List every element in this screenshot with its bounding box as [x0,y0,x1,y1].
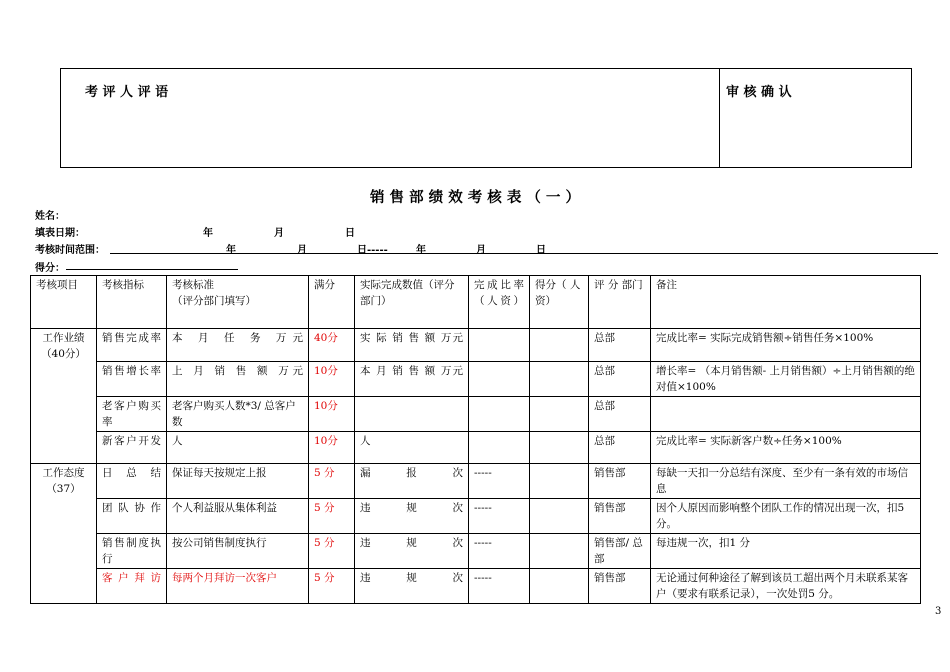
fill-date-label: 填表日期： [35,228,85,239]
dept-cell: 销售部 [589,569,651,604]
standard-cell: 上 月 销 售 额 万元 [167,362,309,397]
score-cell[interactable] [530,534,589,569]
standard-cell: 按公司销售制度执行 [167,534,309,569]
range-start-year: 年 [226,245,236,256]
indicator-cell: 客户拜访 [97,569,167,604]
actual-value-cell[interactable]: 漏 报 次 [355,464,469,499]
table-row [31,569,921,604]
score-cell[interactable] [530,569,589,604]
indicator-cell: 日总结 [97,464,167,499]
header-rate: 完成比率（人资） [469,276,530,329]
note-cell [651,397,921,432]
completion-rate-cell[interactable]: ----- [469,534,530,569]
range-end-day: 日 [536,245,546,256]
standard-cell: 本 月 任 务 万元 [167,329,309,362]
note-cell: 无论通过何种途径了解到该员工超出两个月未联系某客户（要求有联系记录），一次处罚5 分。 [651,569,921,604]
note-cell: 每缺一天扣一分总结有深度、至少有一条有效的市场信息 [651,464,921,499]
reviewer-comment-label: 考 评 人 评 语 [85,85,169,100]
dept-cell: 销售部 [589,499,651,534]
full-score-cell: 10分 [309,432,355,464]
range-underline [110,253,938,254]
group-label-cell: 工作业绩 （40分） [31,329,97,464]
table-header-row [31,276,921,329]
form-title: 销 售 部 绩 效 考 核 表 （ 一 ） [370,189,580,206]
score-cell[interactable] [530,397,589,432]
standard-cell: 保证每天按规定上报 [167,464,309,499]
score-cell[interactable] [530,362,589,397]
header-score: 得分（ 人资） [530,276,589,329]
indicator-cell: 销售增长率 [97,362,167,397]
table-row [31,499,921,534]
completion-rate-cell[interactable] [469,397,530,432]
actual-value-cell[interactable]: 违 规 次 [355,569,469,604]
table-row [31,534,921,569]
fill-date-month: 月 [274,228,284,239]
table-row [31,362,921,397]
indicator-cell: 销售完成率 [97,329,167,362]
completion-rate-cell[interactable]: ----- [469,499,530,534]
header-standard: 考核标准 （评分部门填写） [167,276,309,329]
note-cell: 增长率= （本月销售额- 上月销售额）÷上月销售额的绝对值×100% [651,362,921,397]
actual-value-cell[interactable]: 本 月 销 售 额 万元 [355,362,469,397]
header-full-score: 满分 [309,276,355,329]
header-note: 备注 [651,276,921,329]
score-cell[interactable] [530,329,589,362]
indicator-cell: 销售制度执行 [97,534,167,569]
dept-cell: 销售部 [589,464,651,499]
note-cell: 每违规一次，扣1 分 [651,534,921,569]
full-score-cell: 5 分 [309,499,355,534]
dept-cell: 总部 [589,329,651,362]
table-row [31,329,921,362]
full-score-cell: 5 分 [309,569,355,604]
actual-value-cell[interactable] [355,397,469,432]
actual-value-cell[interactable]: 违 规 次 [355,499,469,534]
completion-rate-cell[interactable] [469,432,530,464]
full-score-cell: 5 分 [309,534,355,569]
range-end-month: 月 [476,245,486,256]
standard-cell: 老客户购买人数*3/ 总客户数 [167,397,309,432]
dept-cell: 总部 [589,432,651,464]
range-label: 考核时间范围： [35,245,105,256]
completion-rate-cell[interactable]: ----- [469,464,530,499]
completion-rate-cell[interactable] [469,329,530,362]
full-score-cell: 10分 [309,362,355,397]
dept-cell: 总部 [589,397,651,432]
standard-cell: 个人利益服从集体利益 [167,499,309,534]
note-cell: 完成比率= 实际新客户数÷任务×100% [651,432,921,464]
score-label: 得分： [35,263,65,274]
actual-value-cell[interactable]: 实 际 销 售 额 万元 [355,329,469,362]
group-label-cell: 工作态度 （37） [31,464,97,604]
fill-date-year: 年 [203,228,213,239]
range-end-year: 年 [416,245,426,256]
header-item: 考核项目 [31,276,97,329]
score-underline [66,269,238,270]
header-dept: 评 分 部门 [589,276,651,329]
standard-cell: 每两个月拜访一次客户 [167,569,309,604]
actual-value-cell[interactable]: 人 [355,432,469,464]
full-score-cell: 10分 [309,397,355,432]
page-number: 3 [935,606,942,617]
indicator-cell: 新客户开发 [97,432,167,464]
fill-date-day: 日 [345,228,355,239]
audit-confirm-label: 审 核 确 认 [726,85,792,100]
table-row [31,432,921,464]
note-cell: 因个人原因而影响整个团队工作的情况出现一次，扣5 分。 [651,499,921,534]
full-score-cell: 40分 [309,329,355,362]
header-indicator: 考核指标 [97,276,167,329]
actual-value-cell[interactable]: 违 规 次 [355,534,469,569]
completion-rate-cell[interactable] [469,362,530,397]
range-start-day: 日----- [357,245,388,256]
indicator-cell: 老客户购买率 [97,397,167,432]
header-actual: 实际完成数值（评分部门） [355,276,469,329]
note-cell: 完成比率= 实际完成销售额÷销售任务×100% [651,329,921,362]
table-row [31,464,921,499]
dept-cell: 总部 [589,362,651,397]
score-cell[interactable] [530,499,589,534]
audit-confirm-box[interactable] [719,68,912,168]
name-label: 姓名： [35,211,65,222]
table-row [31,397,921,432]
completion-rate-cell[interactable]: ----- [469,569,530,604]
score-cell[interactable] [530,432,589,464]
reviewer-comment-box[interactable] [60,68,720,168]
indicator-cell: 团队协作 [97,499,167,534]
full-score-cell: 5 分 [309,464,355,499]
evaluation-table [30,275,921,604]
range-start-month: 月 [297,245,307,256]
score-cell[interactable] [530,464,589,499]
standard-cell: 人 [167,432,309,464]
dept-cell: 销售部/ 总部 [589,534,651,569]
